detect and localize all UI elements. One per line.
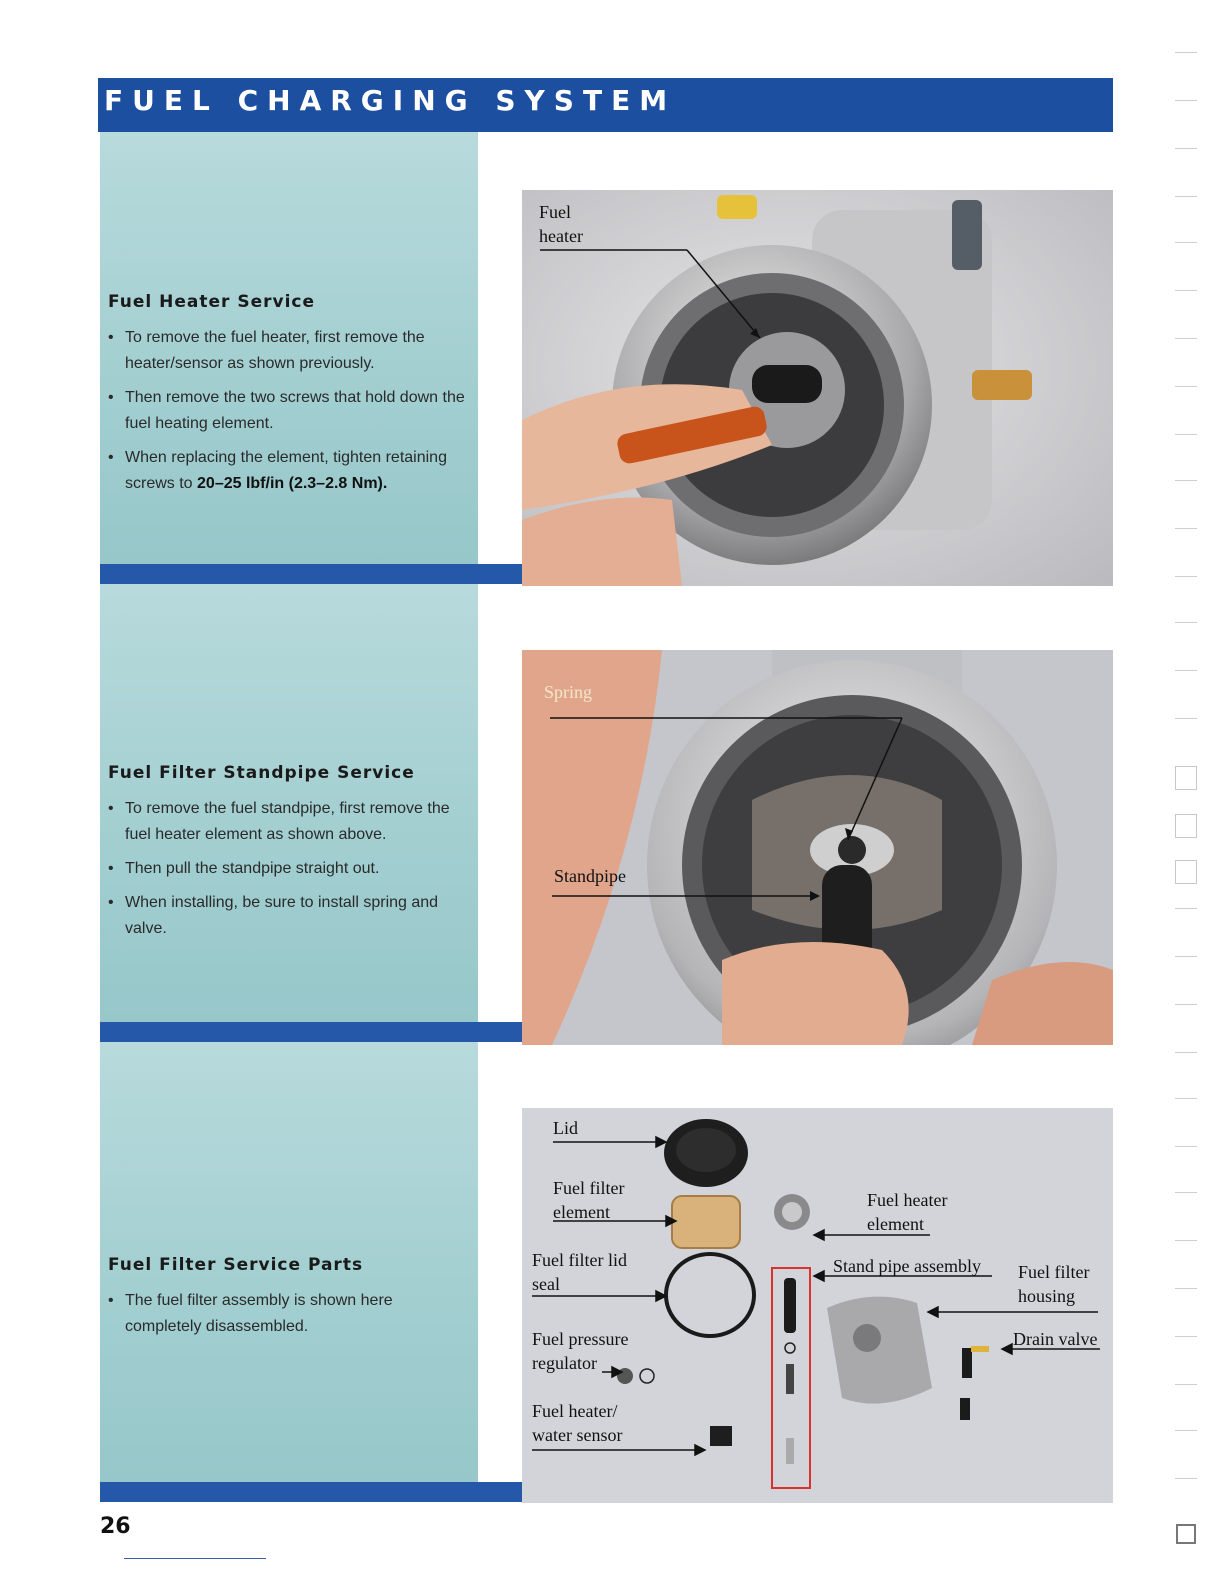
edge-tick <box>1175 528 1197 529</box>
callout-standpipe: Standpipe <box>554 866 626 886</box>
edge-tick <box>1175 338 1197 339</box>
callout-fuel-heater-water-sensor: Fuel heater/ water sensor <box>532 1401 623 1445</box>
edge-box <box>1175 814 1197 838</box>
section-title-service-parts: Fuel Filter Service Parts <box>108 1255 364 1275</box>
list-item: • When installing, be sure to install spring and valve. <box>108 890 468 942</box>
callout-spring: Spring <box>544 682 593 702</box>
edge-tick <box>1175 480 1197 481</box>
edge-tick <box>1175 1098 1197 1099</box>
fuel-heater-photo <box>522 190 1113 586</box>
standpipe-photo <box>522 650 1113 1045</box>
edge-tick <box>1175 1004 1197 1005</box>
standpipe-bullet-list <box>108 796 468 950</box>
edge-tick <box>1175 908 1197 909</box>
edge-tick <box>1175 148 1197 149</box>
edge-tick <box>1175 718 1197 719</box>
callout-stand-pipe-assembly: Stand pipe assembly <box>833 1256 981 1276</box>
list-item: • Then remove the two screws that hold down the fuel heating element. <box>108 385 468 437</box>
callout-arrow-icon <box>522 190 1113 586</box>
edge-tick <box>1175 670 1197 671</box>
callout-lid: Lid <box>553 1118 578 1138</box>
section-title-fuel-heater: Fuel Heater Service <box>108 292 316 312</box>
edge-tick <box>1175 196 1197 197</box>
callout-arrow-icon <box>522 650 1113 1045</box>
list-item: • To remove the fuel standpipe, first remove the fuel heater element as shown above. <box>108 796 468 848</box>
callout-fuel-heater: Fuel heater <box>539 202 583 246</box>
section-divider <box>100 564 522 584</box>
page-number: 26 <box>100 1514 131 1539</box>
callout-fuel-heater-element: Fuel heater element <box>867 1190 948 1234</box>
fuel-heater-bullet-list <box>108 325 468 505</box>
edge-tick <box>1175 1288 1197 1289</box>
edge-tick <box>1175 1336 1197 1337</box>
edge-tick <box>1175 956 1197 957</box>
page-title: FUEL CHARGING SYSTEM <box>104 84 677 117</box>
edge-tick <box>1175 1384 1197 1385</box>
list-item: • Then pull the standpipe straight out. <box>108 856 468 882</box>
list-item: • To remove the fuel heater, first remove the heater/sensor as shown previously. <box>108 325 468 377</box>
edge-tick <box>1175 1478 1197 1479</box>
edge-tick <box>1175 434 1197 435</box>
callout-fuel-filter-element: Fuel filter element <box>553 1178 625 1222</box>
callout-fuel-filter-housing: Fuel filter housing <box>1018 1262 1090 1306</box>
edge-tick <box>1175 290 1197 291</box>
edge-tick <box>1175 1430 1197 1431</box>
callout-arrow-icon <box>522 1108 1113 1503</box>
edge-tick <box>1175 100 1197 101</box>
callout-fuel-pressure-regulator: Fuel pressure regulator <box>532 1329 629 1373</box>
footer-rule <box>124 1558 266 1559</box>
edge-tick <box>1175 576 1197 577</box>
edge-box <box>1176 1524 1196 1544</box>
edge-tick <box>1175 52 1197 53</box>
edge-box <box>1175 766 1197 790</box>
edge-tick <box>1175 1052 1197 1053</box>
service-parts-bullet-list <box>108 1288 468 1348</box>
edge-tick <box>1175 622 1197 623</box>
list-item: • The fuel filter assembly is shown here completely disassembled. <box>108 1288 468 1340</box>
torque-spec: 20–25 lbf/in (2.3–2.8 Nm). <box>197 475 388 492</box>
edge-tick <box>1175 1192 1197 1193</box>
list-item: • When replacing the element, tighten retaining screws to 20–25 lbf/in (2.3–2.8 Nm). <box>108 445 468 497</box>
edge-tick <box>1175 1240 1197 1241</box>
edge-tick <box>1175 386 1197 387</box>
section-divider <box>100 1022 522 1042</box>
edge-tick <box>1175 242 1197 243</box>
callout-fuel-filter-lid-seal: Fuel filter lid seal <box>532 1250 627 1294</box>
service-parts-photo <box>522 1108 1113 1503</box>
section-divider <box>100 1482 522 1502</box>
section-title-standpipe: Fuel Filter Standpipe Service <box>108 763 415 783</box>
callout-drain-valve: Drain valve <box>1013 1329 1098 1349</box>
edge-tick <box>1175 1146 1197 1147</box>
edge-box <box>1175 860 1197 884</box>
